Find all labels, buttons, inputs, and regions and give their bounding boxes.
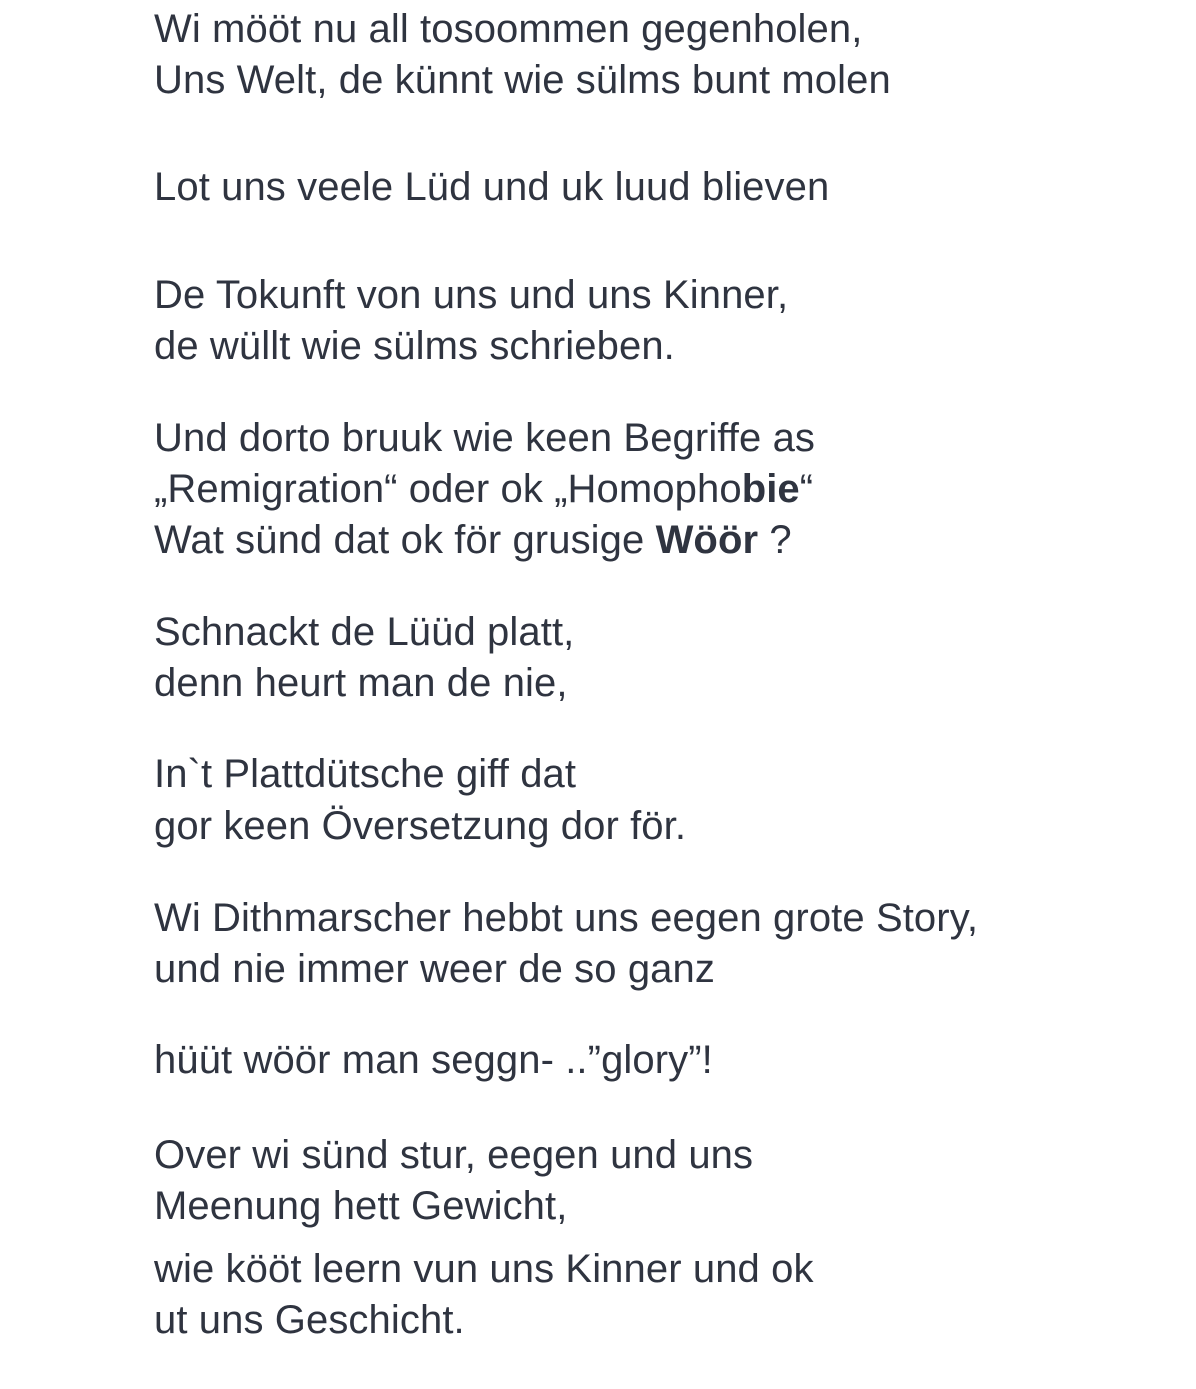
text-segment: Uns Welt, de künnt wie sülms bunt molen	[154, 58, 891, 102]
poem-line	[154, 1130, 753, 1180]
text-segment: gor keen Översetzung dor för.	[154, 804, 687, 848]
text-segment: ut uns Geschicht.	[154, 1298, 465, 1342]
text-segment: Over wi sünd stur, eegen und uns	[154, 1133, 754, 1177]
text-segment: De Tokunft von uns und uns Kinner,	[154, 273, 789, 317]
poem-line	[154, 270, 788, 320]
text-segment: Und dorto bruuk wie keen Begriffe as	[154, 416, 816, 460]
poem-line	[154, 893, 978, 943]
poem-line	[154, 515, 792, 565]
poem-line	[154, 658, 568, 708]
text-segment: denn heurt man de nie,	[154, 661, 568, 705]
text-segment: Wi Dithmarscher hebbt uns eegen grote Story,	[154, 896, 979, 940]
text-segment: “	[799, 467, 814, 511]
text-segment: de wüllt wie sülms schrieben.	[154, 324, 675, 368]
text-segment: hüüt wöör man seggn- ..”glory”!	[154, 1038, 713, 1082]
text-segment: ?	[758, 518, 792, 562]
text-segment: „Remigration“ oder ok „Homopho	[154, 467, 742, 511]
text-segment: und nie immer weer de so ganz	[154, 947, 715, 991]
poem-line	[154, 4, 862, 54]
text-segment: Schnackt de Lüüd platt,	[154, 610, 575, 654]
poem-line	[154, 55, 891, 105]
poem-line	[154, 1295, 465, 1345]
bold-text: bie	[741, 467, 800, 511]
text-segment: Lot uns veele Lüd und uk luud blieven	[154, 165, 830, 209]
text-segment: wie kööt leern vun uns Kinner und ok	[154, 1247, 814, 1291]
poem-line	[154, 1244, 814, 1294]
text-segment: In`t Plattdütsche giff dat	[154, 752, 577, 796]
text-segment: Wi mööt nu all tosoommen gegenholen,	[154, 7, 863, 51]
bold-text: Wöör	[655, 518, 759, 562]
poem-line	[154, 162, 829, 212]
poem-line	[154, 607, 574, 657]
poem-line	[154, 801, 686, 851]
poem-line	[154, 944, 715, 994]
text-segment: Meenung hett Gewicht,	[154, 1184, 568, 1228]
poem-line	[154, 1181, 567, 1231]
poem-line	[154, 464, 813, 514]
poem-line	[154, 1035, 713, 1085]
poem-line	[154, 413, 815, 463]
poem-line	[154, 321, 675, 371]
text-segment: Wat sünd dat ok för grusige	[154, 518, 656, 562]
poem-line	[154, 749, 576, 799]
